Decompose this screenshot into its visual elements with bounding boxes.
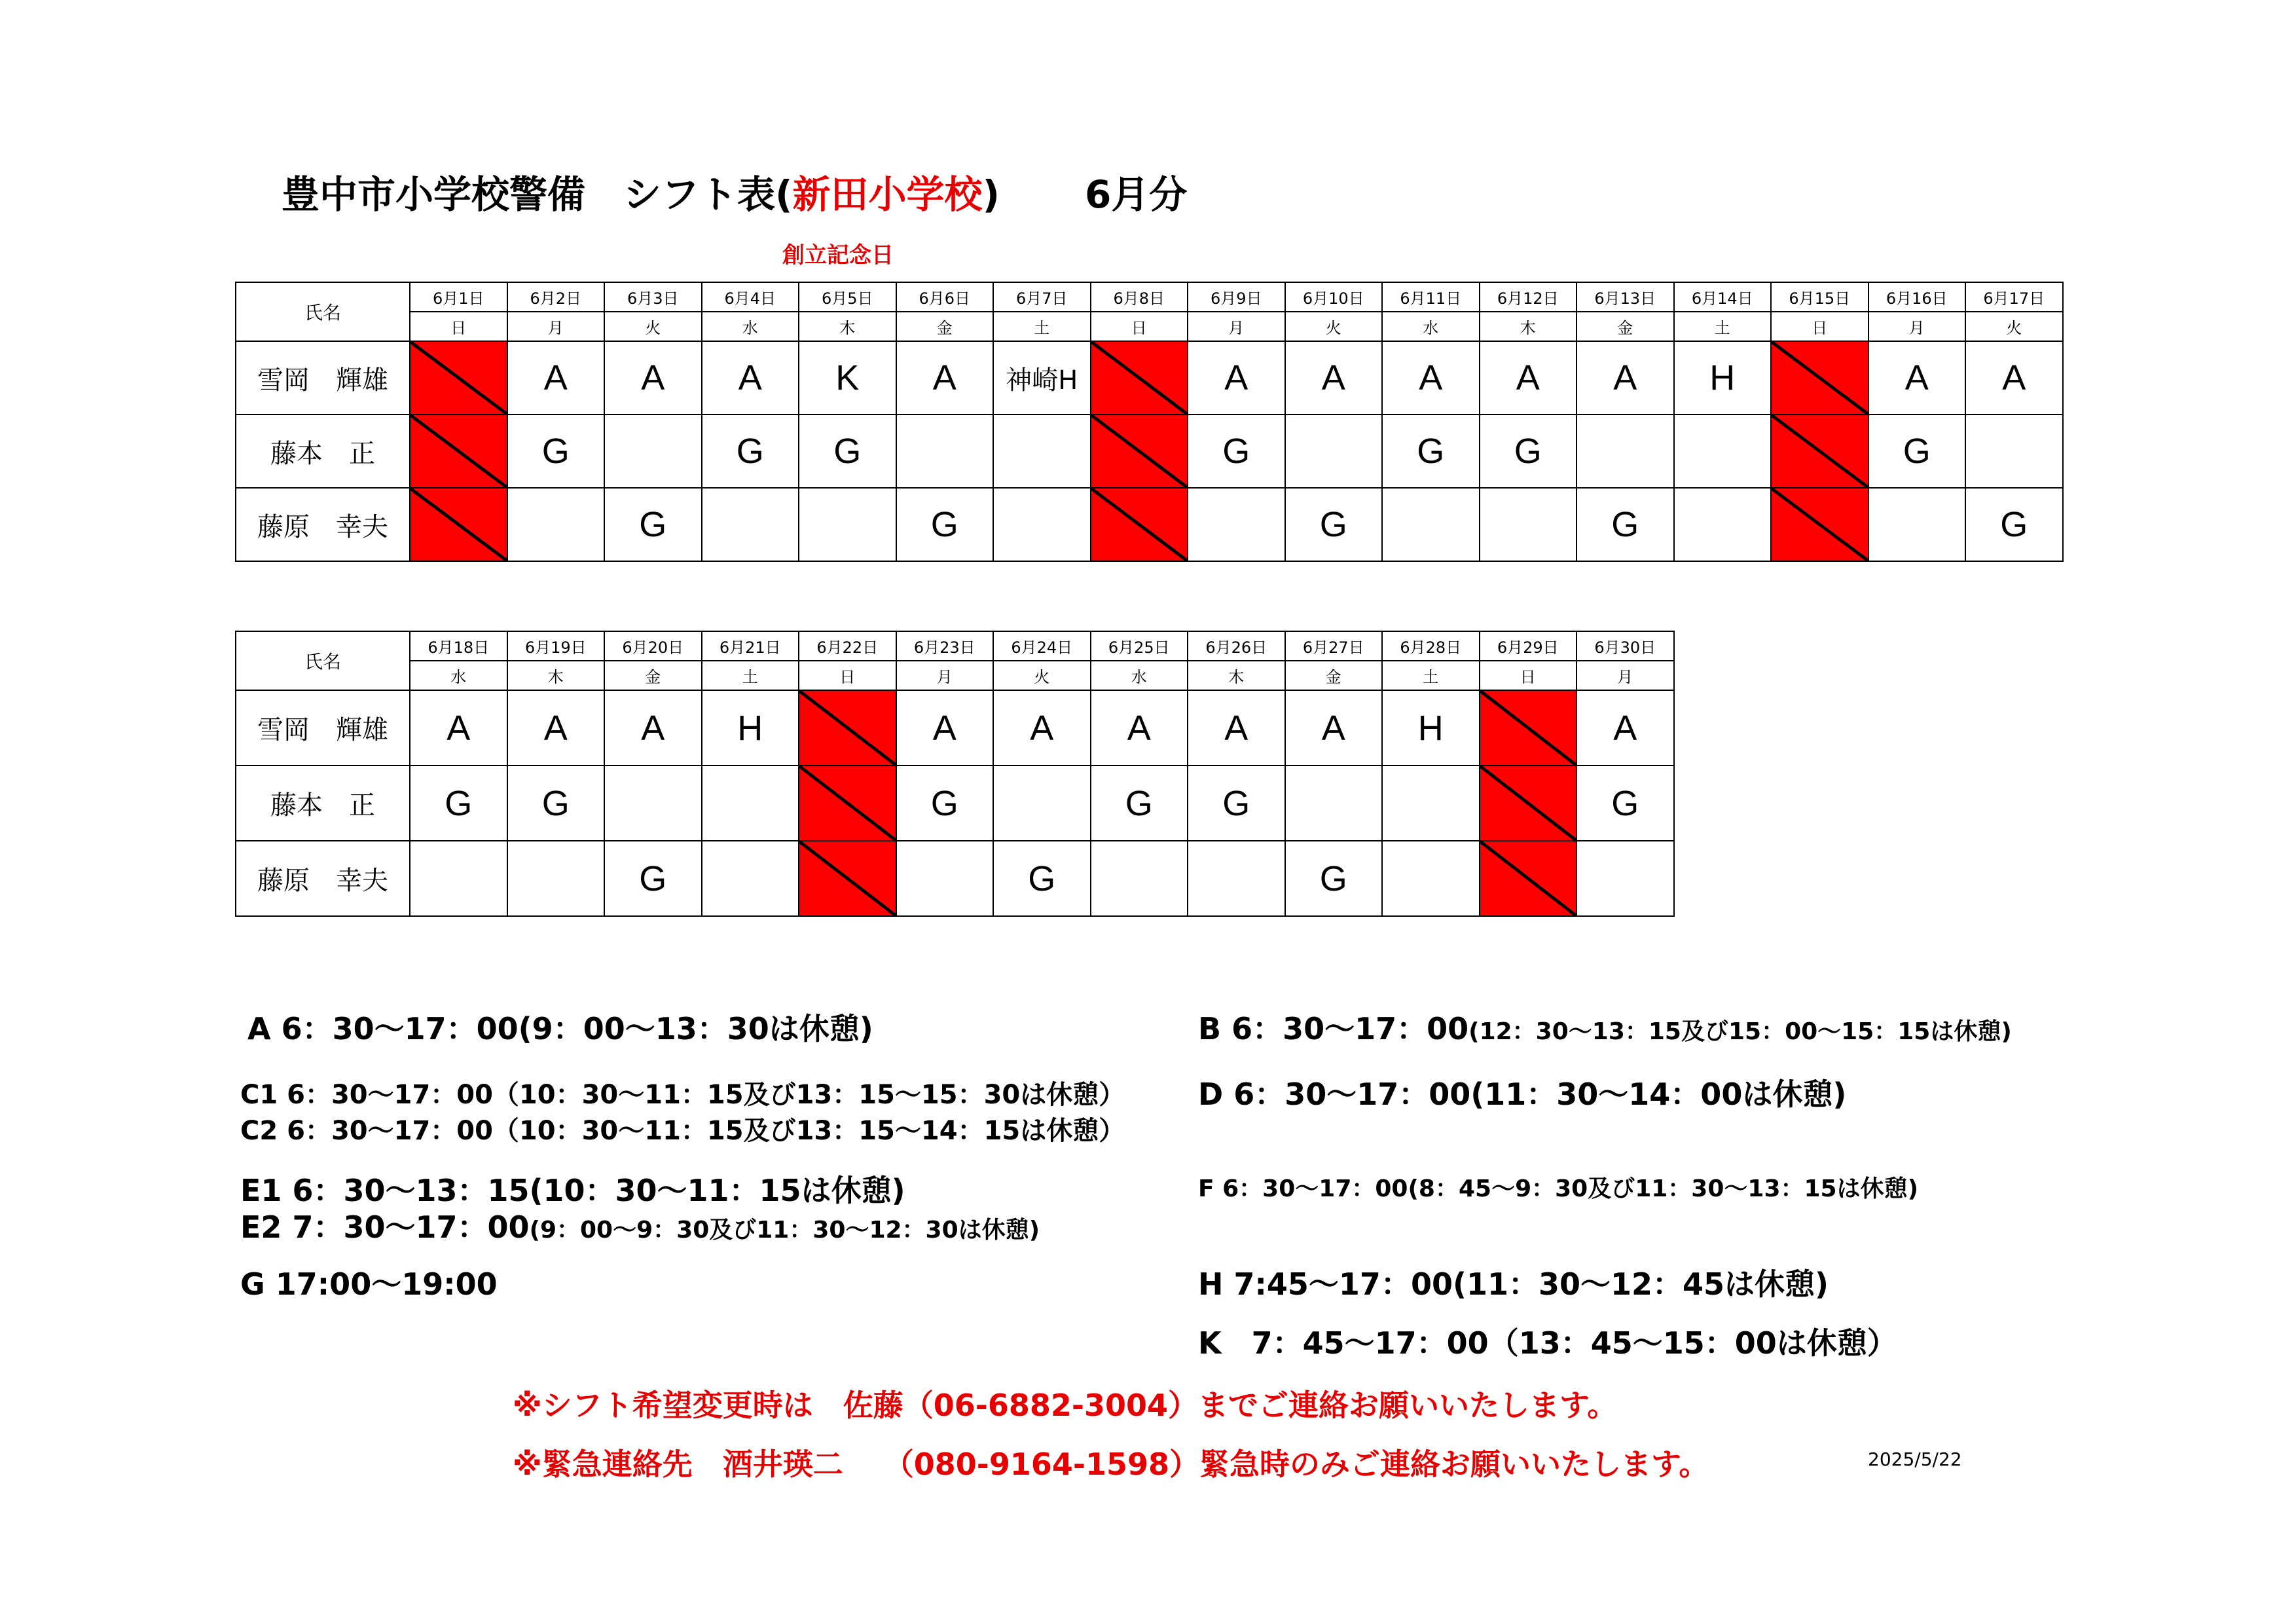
shift-cell <box>604 766 702 841</box>
day-off-cell <box>1091 488 1188 561</box>
staff-name: 藤本 正 <box>236 415 410 488</box>
shift-cell <box>1285 415 1383 488</box>
shift-cell <box>799 488 896 561</box>
shift-cell: A <box>896 341 994 415</box>
shift-cell: H <box>1674 341 1772 415</box>
legend-b-note: (12：30～13：15及び15：00～15：15は休憩) <box>1468 1018 2012 1045</box>
date-header: 6月13日 <box>1576 282 1674 312</box>
shift-cell <box>1091 841 1188 916</box>
weekday-header: 日 <box>1480 661 1577 690</box>
notice-change-contact: ※シフト希望変更時は 佐藤（06-6882-3004）までご連絡お願いいたします。 <box>513 1388 1618 1423</box>
shift-cell: G <box>896 488 994 561</box>
shift-cell: A <box>1382 341 1480 415</box>
day-off-cell <box>1771 488 1868 561</box>
legend-g: G 17:00～19:00 <box>240 1266 498 1302</box>
shift-cell: G <box>1480 415 1577 488</box>
shift-cell: G <box>604 841 702 916</box>
notice-emergency-contact: ※緊急連絡先 酒井瑛二 （080-9164-1598）緊急時のみご連絡お願いいたします。 <box>513 1447 1709 1482</box>
weekday-header: 月 <box>896 661 994 690</box>
date-header: 6月25日 <box>1091 631 1188 661</box>
date-header: 6月12日 <box>1480 282 1577 312</box>
date-header: 6月22日 <box>799 631 896 661</box>
weekday-header: 火 <box>1965 312 2063 341</box>
day-off-cell <box>799 766 896 841</box>
day-off-cell <box>1480 690 1577 766</box>
weekday-header: 水 <box>702 312 799 341</box>
shift-cell: G <box>1188 415 1285 488</box>
staff-name: 藤原 幸夫 <box>236 488 410 561</box>
shift-cell <box>410 841 507 916</box>
shift-cell: A <box>1285 690 1383 766</box>
shift-cell <box>1188 841 1285 916</box>
weekday-header: 火 <box>1285 312 1383 341</box>
weekday-header: 木 <box>1480 312 1577 341</box>
shift-cell <box>1965 415 2063 488</box>
legend-c1: C1 6：30～17：00（10：30～11：15及び13：15～15：30は休憩） <box>240 1080 1125 1110</box>
page-title <box>282 164 1187 219</box>
day-off-cell <box>410 488 507 561</box>
shift-table-2 <box>235 631 1675 917</box>
weekday-header: 火 <box>993 661 1091 690</box>
date-header: 6月16日 <box>1868 282 1966 312</box>
shift-cell: A <box>604 341 702 415</box>
shift-cell: 神崎H <box>993 341 1091 415</box>
shift-cell: A <box>1576 690 1674 766</box>
shift-cell <box>1576 841 1674 916</box>
date-header: 6月24日 <box>993 631 1091 661</box>
date-header: 6月28日 <box>1382 631 1480 661</box>
staff-name: 藤原 幸夫 <box>236 841 410 916</box>
staff-name: 藤本 正 <box>236 766 410 841</box>
weekday-header: 金 <box>1576 312 1674 341</box>
staff-row <box>236 341 2063 415</box>
weekday-header: 月 <box>1868 312 1966 341</box>
staff-name: 雪岡 輝雄 <box>236 341 410 415</box>
title-main: 豊中市小学校警備 シフト表( <box>282 172 793 217</box>
date-header: 6月27日 <box>1285 631 1383 661</box>
weekday-header: 水 <box>410 661 507 690</box>
date-header: 6月20日 <box>604 631 702 661</box>
shift-cell: A <box>1868 341 1966 415</box>
shift-cell <box>1480 488 1577 561</box>
legend-b-main: B 6：30～17：00 <box>1198 1011 1469 1046</box>
shift-cell: A <box>507 341 605 415</box>
shift-cell <box>993 766 1091 841</box>
date-header: 6月8日 <box>1091 282 1188 312</box>
day-off-cell <box>1771 415 1868 488</box>
shift-cell: G <box>1868 415 1966 488</box>
date-header: 6月5日 <box>799 282 896 312</box>
weekday-header: 水 <box>1382 312 1480 341</box>
name-header: 氏名 <box>236 282 410 341</box>
shift-cell: G <box>896 766 994 841</box>
shift-cell: A <box>604 690 702 766</box>
weekday-header: 金 <box>1285 661 1383 690</box>
date-header: 6月4日 <box>702 282 799 312</box>
day-off-cell <box>799 690 896 766</box>
shift-cell: A <box>1188 690 1285 766</box>
date-header: 6月18日 <box>410 631 507 661</box>
date-header: 6月9日 <box>1188 282 1285 312</box>
shift-cell: H <box>702 690 799 766</box>
school-name: 新田小学校 <box>792 172 983 217</box>
shift-cell <box>702 766 799 841</box>
shift-cell: A <box>993 690 1091 766</box>
weekday-header: 金 <box>896 312 994 341</box>
shift-cell: K <box>799 341 896 415</box>
date-header: 6月10日 <box>1285 282 1383 312</box>
date-header: 6月7日 <box>993 282 1091 312</box>
date-header: 6月15日 <box>1771 282 1868 312</box>
weekday-header: 土 <box>1674 312 1772 341</box>
staff-row <box>236 766 1674 841</box>
shift-cell: G <box>1576 766 1674 841</box>
shift-cell: A <box>1285 341 1383 415</box>
shift-cell: A <box>507 690 605 766</box>
legend-k: K 7：45～17：00（13：45～15：00は休憩） <box>1198 1325 1897 1361</box>
day-off-cell <box>410 415 507 488</box>
shift-cell: G <box>1965 488 2063 561</box>
shift-cell <box>702 488 799 561</box>
shift-cell: A <box>1576 341 1674 415</box>
date-header: 6月23日 <box>896 631 994 661</box>
shift-cell <box>993 415 1091 488</box>
day-off-cell <box>1091 341 1188 415</box>
legend-f: F 6：30～17：00(8：45～9：30及び11：30～13：15は休憩) <box>1198 1175 1919 1202</box>
shift-cell: G <box>1382 415 1480 488</box>
shift-cell <box>1674 488 1772 561</box>
shift-cell: A <box>1188 341 1285 415</box>
legend-e2-note: (9：00～9：30及び11：30～12：30は休憩) <box>529 1217 1040 1244</box>
shift-cell: G <box>702 415 799 488</box>
weekday-header: 日 <box>799 661 896 690</box>
legend-e2 <box>240 1204 1040 1247</box>
date-header: 6月19日 <box>507 631 605 661</box>
weekday-header: 日 <box>1091 312 1188 341</box>
legend-c2: C2 6：30～17：00（10：30～11：15及び13：15～14：15は休憩） <box>240 1116 1125 1146</box>
shift-cell <box>1382 766 1480 841</box>
issue-date: 2025/5/22 <box>1868 1449 1962 1470</box>
shift-cell <box>507 488 605 561</box>
shift-cell: A <box>896 690 994 766</box>
weekday-header: 土 <box>993 312 1091 341</box>
weekday-header: 月 <box>1188 312 1285 341</box>
staff-row <box>236 415 2063 488</box>
weekday-header: 木 <box>799 312 896 341</box>
shift-cell: G <box>507 415 605 488</box>
weekday-header: 木 <box>507 661 605 690</box>
date-header: 6月26日 <box>1188 631 1285 661</box>
weekday-header: 月 <box>507 312 605 341</box>
day-off-cell <box>1480 766 1577 841</box>
shift-cell: G <box>1285 488 1383 561</box>
date-header: 6月14日 <box>1674 282 1772 312</box>
shift-cell: A <box>702 341 799 415</box>
day-off-cell <box>1771 341 1868 415</box>
legend-a: A 6：30～17：00(9：00～13：30は休憩) <box>247 1011 873 1046</box>
day-off-cell <box>1091 415 1188 488</box>
shift-cell: G <box>1576 488 1674 561</box>
day-off-cell <box>410 341 507 415</box>
weekday-header: 月 <box>1576 661 1674 690</box>
title-close: ) <box>982 172 1000 217</box>
shift-cell <box>1382 488 1480 561</box>
shift-cell: G <box>1285 841 1383 916</box>
day-off-cell <box>799 841 896 916</box>
shift-cell <box>604 415 702 488</box>
legend-e1: E1 6：30～13：15(10：30～11：15は休憩) <box>240 1173 905 1208</box>
shift-cell: G <box>799 415 896 488</box>
shift-cell <box>1188 488 1285 561</box>
shift-cell <box>702 841 799 916</box>
shift-cell <box>896 415 994 488</box>
shift-cell <box>896 841 994 916</box>
shift-cell: G <box>604 488 702 561</box>
date-header: 6月17日 <box>1965 282 2063 312</box>
weekday-header: 金 <box>604 661 702 690</box>
date-header: 6月30日 <box>1576 631 1674 661</box>
staff-name: 雪岡 輝雄 <box>236 690 410 766</box>
staff-row <box>236 841 1674 916</box>
shift-cell <box>507 841 605 916</box>
weekday-header: 火 <box>604 312 702 341</box>
weekday-header: 水 <box>1091 661 1188 690</box>
staff-row <box>236 690 1674 766</box>
date-header: 6月21日 <box>702 631 799 661</box>
shift-cell <box>993 488 1091 561</box>
shift-cell: G <box>410 766 507 841</box>
staff-row <box>236 488 2063 561</box>
shift-cell <box>1285 766 1383 841</box>
date-header: 6月6日 <box>896 282 994 312</box>
date-header: 6月3日 <box>604 282 702 312</box>
weekday-header: 日 <box>410 312 507 341</box>
shift-cell: A <box>1965 341 2063 415</box>
weekday-header: 木 <box>1188 661 1285 690</box>
shift-cell: G <box>1091 766 1188 841</box>
weekday-header: 日 <box>1771 312 1868 341</box>
shift-cell <box>1576 415 1674 488</box>
title-month: 6月分 <box>1085 172 1188 217</box>
date-header: 6月1日 <box>410 282 507 312</box>
date-header: 6月11日 <box>1382 282 1480 312</box>
shift-cell <box>1382 841 1480 916</box>
shift-cell: A <box>410 690 507 766</box>
date-header: 6月29日 <box>1480 631 1577 661</box>
day-off-cell <box>1480 841 1577 916</box>
legend-e2-main: E2 7：30～17：00 <box>240 1209 530 1245</box>
date-header: 6月2日 <box>507 282 605 312</box>
shift-cell: H <box>1382 690 1480 766</box>
shift-cell: G <box>507 766 605 841</box>
shift-cell <box>1674 415 1772 488</box>
shift-cell: G <box>993 841 1091 916</box>
legend-b <box>1198 1005 2012 1048</box>
legend-h: H 7:45～17：00(11：30～12：45は休憩) <box>1198 1266 1829 1302</box>
weekday-header: 土 <box>702 661 799 690</box>
shift-cell: A <box>1091 690 1188 766</box>
name-header: 氏名 <box>236 631 410 690</box>
shift-cell: G <box>1188 766 1285 841</box>
legend-d: D 6：30～17：00(11：30～14：00は休憩) <box>1198 1077 1847 1112</box>
shift-cell <box>1868 488 1966 561</box>
founding-day-label: 創立記念日 <box>782 242 894 268</box>
weekday-header: 土 <box>1382 661 1480 690</box>
shift-cell: A <box>1480 341 1577 415</box>
shift-table-1 <box>235 282 2064 562</box>
